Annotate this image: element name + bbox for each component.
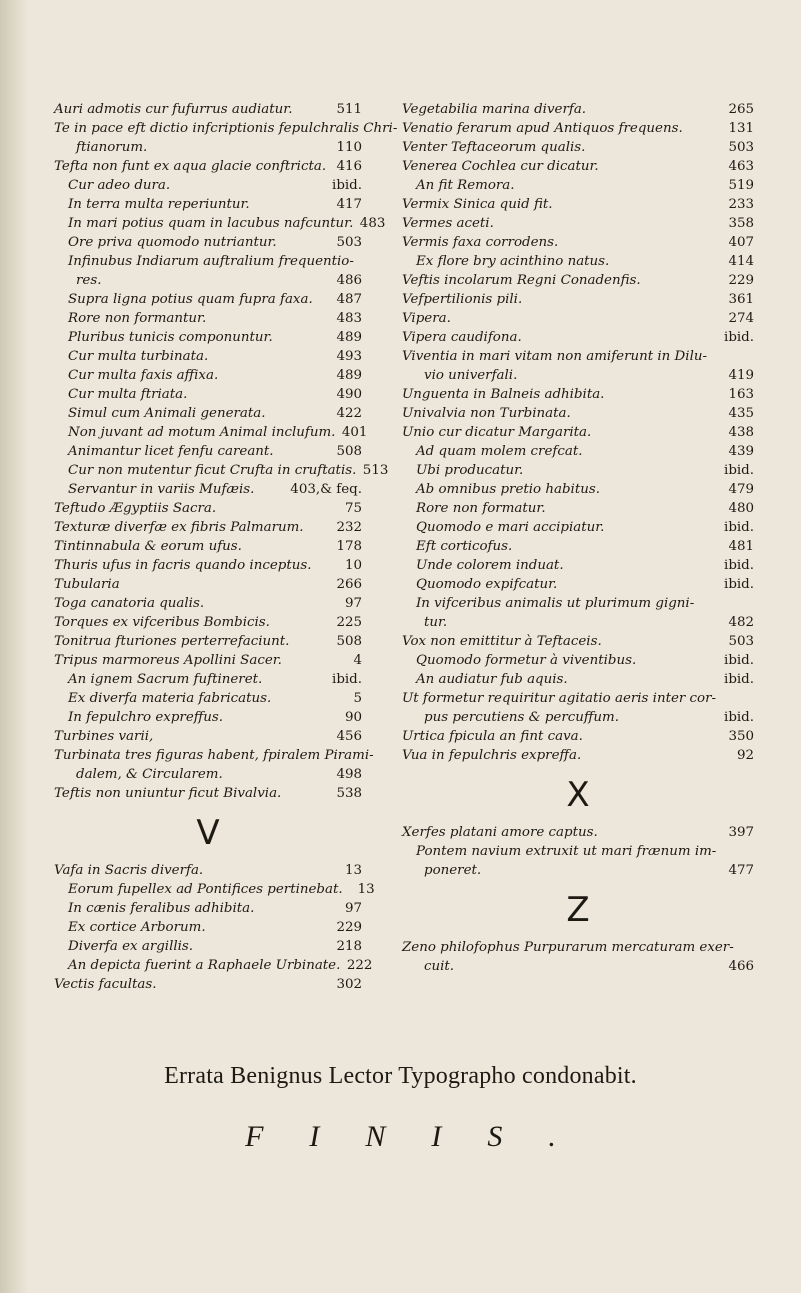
entry-text: dalem, & Circularem. [76, 767, 223, 782]
entry-text: Teftudo Ægyptiis Sacra. [54, 501, 217, 516]
index-entry [54, 575, 362, 594]
index-entry [402, 727, 754, 746]
entry-page: 265 [728, 102, 754, 117]
entry-text: Vectis facultas. [54, 977, 157, 992]
index-entry [402, 366, 754, 385]
index-entry [54, 100, 362, 119]
index-entry [54, 195, 362, 214]
section-letter-z: Z [566, 890, 590, 930]
index-entry [54, 727, 362, 746]
index-entry [402, 537, 754, 556]
index-entry [54, 594, 362, 613]
entry-page: 489 [336, 368, 362, 383]
index-entry [54, 880, 375, 899]
finis-text: FINIS. [245, 1120, 602, 1153]
entry-page: 503 [728, 140, 754, 155]
index-entry [54, 537, 362, 556]
entry-text: Ex flore bry acinthino natus. [416, 254, 610, 269]
entry-text: Quomodo expifcatur. [416, 577, 558, 592]
entry-page: 435 [728, 406, 754, 421]
index-entry [402, 938, 754, 957]
index-entry [402, 100, 754, 119]
index-entry [54, 956, 373, 975]
index-entry [402, 613, 754, 632]
entry-text: In mari potius quam in lacubus nafcuntur. [68, 216, 354, 231]
index-entry [54, 366, 362, 385]
index-entry [402, 575, 754, 594]
entry-page: 486 [336, 273, 362, 288]
index-entry [54, 613, 362, 632]
entry-page: 225 [336, 615, 362, 630]
index-entry [402, 138, 754, 157]
index-entry [54, 214, 386, 233]
index-entry [402, 347, 754, 366]
index-entry [402, 214, 754, 233]
index-entry [402, 842, 754, 861]
entry-text: Cur non mutentur ficut Crufta in cruftatis. [68, 463, 357, 478]
index-entry [402, 670, 754, 689]
entry-text: Vermis faxa corrodens. [402, 235, 559, 250]
section-letter-x: X [566, 775, 590, 815]
index-entry [54, 176, 362, 195]
index-entry [54, 556, 362, 575]
index-entry [54, 119, 398, 138]
entry-text: Ubi producatur. [416, 463, 524, 478]
index-entry [402, 423, 754, 442]
index-entry [402, 632, 754, 651]
index-entry [402, 404, 754, 423]
entry-page: 538 [336, 786, 362, 801]
entry-page: 4 [353, 653, 362, 668]
entry-page: 358 [728, 216, 754, 231]
entry-text: Auri admotis cur fufurrus audiatur. [54, 102, 293, 117]
entry-page: 178 [336, 539, 362, 554]
entry-text: Unde colorem induat. [416, 558, 564, 573]
section-letter-v: V [196, 813, 220, 853]
index-entry [402, 442, 754, 461]
entry-text: An audiatur fub aquis. [416, 672, 568, 687]
entry-text: Cur multa turbinata. [68, 349, 209, 364]
index-entry [54, 309, 362, 328]
entry-text: Non juvant ad motum Animal inclufum. [68, 425, 336, 440]
index-entry [402, 556, 754, 575]
index-entry [54, 708, 362, 727]
left-entries [54, 100, 398, 803]
entry-text: Univalvia non Turbinata. [402, 406, 571, 421]
index-entry [402, 518, 754, 537]
entry-text: Vox non emittitur à Teftaceis. [402, 634, 602, 649]
entry-text: Vermes aceti. [402, 216, 494, 231]
section-z-entries [402, 938, 754, 976]
entry-page: 414 [728, 254, 754, 269]
index-entry [402, 746, 754, 765]
entry-text: Quomodo e mari accipiatur. [416, 520, 605, 535]
entry-page: 229 [336, 920, 362, 935]
entry-text: Te in pace eft dictio infcriptionis fepulchralis Chri- [54, 121, 398, 136]
index-entry [54, 461, 389, 480]
entry-text: Pluribus tunicis componuntur. [68, 330, 273, 345]
index-entry [402, 309, 754, 328]
entry-page: 508 [336, 444, 362, 459]
index-entry [402, 499, 754, 518]
entry-page: 110 [336, 140, 362, 155]
entry-text: Venerea Cochlea cur dicatur. [402, 159, 599, 174]
entry-text: Tripus marmoreus Apollini Sacer. [54, 653, 282, 668]
entry-text: An fit Remora. [416, 178, 515, 193]
entry-page: 10 [344, 558, 362, 573]
entry-text: An depicta fuerint a Raphaele Urbinate. [68, 958, 341, 973]
right-column [402, 100, 754, 976]
entry-text: Vipera caudifona. [402, 330, 522, 345]
entry-text: Urtica fpicula an fint cava. [402, 729, 583, 744]
entry-page: 481 [728, 539, 754, 554]
entry-text: Rore non formatur. [416, 501, 546, 516]
entry-text: Rore non formantur. [68, 311, 207, 326]
entry-text: Vipera. [402, 311, 451, 326]
left-column [54, 100, 398, 994]
entry-text: Animantur licet fenfu careant. [68, 444, 274, 459]
entry-page: 266 [336, 577, 362, 592]
index-entry [402, 157, 754, 176]
index-entry [54, 765, 362, 784]
index-entry [54, 157, 362, 176]
entry-text: cuit. [424, 959, 455, 974]
entry-page: 456 [336, 729, 362, 744]
entry-text: Pontem navium extruxit ut mari frænum im- [416, 844, 717, 859]
index-entry [402, 385, 754, 404]
entry-page: 477 [728, 863, 754, 878]
entry-text: Unguenta in Balneis adhibita. [402, 387, 605, 402]
entry-text: In vifceribus animalis ut plurimum gigni- [416, 596, 695, 611]
entry-text: An ignem Sacrum fuftineret. [68, 672, 263, 687]
entry-page: 419 [728, 368, 754, 383]
entry-page: 5 [353, 691, 362, 706]
entry-page: 519 [728, 178, 754, 193]
index-entry [54, 518, 362, 537]
entry-text: Thuris ufus in facris quando inceptus. [54, 558, 312, 573]
entry-page: 232 [336, 520, 362, 535]
index-entry [54, 670, 362, 689]
index-entry [54, 632, 362, 651]
entry-text: Ut formetur requiritur agitatio aeris inter cor- [402, 691, 717, 706]
entry-text: Veftis incolarum Regni Conadenfis. [402, 273, 641, 288]
entry-page: 487 [336, 292, 362, 307]
entry-text: Ex diverfa materia fabricatus. [68, 691, 272, 706]
entry-text: Quomodo formetur à viventibus. [416, 653, 637, 668]
index-entry [54, 784, 362, 803]
entry-page: 422 [336, 406, 362, 421]
index-entry [402, 252, 754, 271]
entry-text: Cur multa faxis affixa. [68, 368, 219, 383]
entry-text: Ab omnibus pretio habitus. [416, 482, 600, 497]
entry-text: Turbinata tres figuras habent, fpiralem Pirami- [54, 748, 374, 763]
entry-text: Supra ligna potius quam fupra faxa. [68, 292, 313, 307]
entry-page: 438 [728, 425, 754, 440]
entry-text: Eorum fupellex ad Pontifices pertinebat. [68, 882, 343, 897]
index-entry [54, 899, 362, 918]
section-v-entries [54, 861, 375, 994]
right-entries [402, 100, 754, 765]
entry-page: 498 [336, 767, 362, 782]
entry-text: Ex cortice Arborum. [68, 920, 206, 935]
entry-text: tur. [424, 615, 448, 630]
index-entry [402, 708, 754, 727]
index-entry [54, 499, 362, 518]
entry-page: 479 [728, 482, 754, 497]
entry-page: 13 [357, 882, 375, 897]
entry-page: ibid. [332, 178, 362, 193]
entry-page: 482 [728, 615, 754, 630]
entry-page: 401 [341, 425, 368, 440]
entry-page: 397 [728, 825, 754, 840]
entry-page: 361 [728, 292, 754, 307]
index-entry [54, 746, 374, 765]
index-entry [54, 651, 362, 670]
entry-page: 503 [336, 235, 362, 250]
index-entry [54, 937, 362, 956]
index-entry [54, 689, 362, 708]
index-entry [54, 138, 362, 157]
entry-text: Eft corticofus. [416, 539, 513, 554]
entry-text: Venatio ferarum apud Antiquos frequens. [402, 121, 683, 136]
entry-text: Unio cur dicatur Margarita. [402, 425, 592, 440]
entry-page: 403,& feq. [290, 482, 362, 497]
entry-page: 131 [728, 121, 754, 136]
entry-page: 407 [728, 235, 754, 250]
entry-page: 463 [728, 159, 754, 174]
index-entry [402, 861, 754, 880]
entry-text: res. [76, 273, 102, 288]
index-entry [402, 176, 754, 195]
entry-text: Vefpertilionis pili. [402, 292, 523, 307]
entry-text: In cænis feralibus adhibita. [68, 901, 255, 916]
entry-text: Teftis non uniuntur ficut Bivalvia. [54, 786, 282, 801]
entry-text: poneret. [424, 863, 482, 878]
entry-page: 163 [728, 387, 754, 402]
entry-page: ibid. [724, 710, 754, 725]
index-entry [54, 975, 362, 994]
entry-page: ibid. [724, 520, 754, 535]
index-entry [402, 461, 754, 480]
entry-text: Diverfa ex argillis. [68, 939, 194, 954]
entry-page: 489 [336, 330, 362, 345]
index-entry [54, 252, 362, 271]
index-entry [402, 328, 754, 347]
entry-text: Xerfes platani amore captus. [402, 825, 598, 840]
entry-page: ibid. [724, 558, 754, 573]
index-entry [54, 271, 362, 290]
entry-text: Ad quam molem crefcat. [416, 444, 583, 459]
section-x-entries [402, 823, 754, 880]
entry-page: 92 [736, 748, 754, 763]
entry-page: 508 [336, 634, 362, 649]
index-entry [402, 195, 754, 214]
entry-text: Cur adeo dura. [68, 178, 171, 193]
entry-text: vio univerfali. [424, 368, 518, 383]
entry-page: 90 [344, 710, 362, 725]
entry-page: 274 [728, 311, 754, 326]
entry-text: Tubularia [54, 577, 120, 592]
entry-page: ibid. [724, 653, 754, 668]
binding-shadow [0, 0, 28, 1293]
entry-page: 503 [728, 634, 754, 649]
entry-page: 483 [359, 216, 386, 231]
entry-page: 417 [336, 197, 362, 212]
entry-text: Servantur in variis Mufæis. [68, 482, 255, 497]
index-entry [402, 233, 754, 252]
entry-text: Tefta non funt ex aqua glacie conftricta. [54, 159, 327, 174]
entry-text: In fepulchro expreffus. [68, 710, 223, 725]
entry-page: 513 [362, 463, 389, 478]
entry-page: 350 [728, 729, 754, 744]
entry-page: 222 [346, 958, 373, 973]
entry-page: 416 [336, 159, 362, 174]
entry-page: ibid. [724, 463, 754, 478]
entry-text: Toga canatoria qualis. [54, 596, 205, 611]
entry-page: 483 [336, 311, 362, 326]
index-entry [402, 594, 754, 613]
entry-page: 97 [344, 901, 362, 916]
index-entry [402, 651, 754, 670]
entry-page: 480 [728, 501, 754, 516]
entry-page: 233 [728, 197, 754, 212]
index-entry [54, 480, 362, 499]
index-entry [402, 957, 754, 976]
index-entry [54, 918, 362, 937]
entry-page: 302 [336, 977, 362, 992]
entry-text: Vua in fepulchris expreffa. [402, 748, 582, 763]
entry-page: 97 [344, 596, 362, 611]
index-entry [402, 290, 754, 309]
entry-page: 511 [336, 102, 362, 117]
entry-page: ibid. [724, 577, 754, 592]
entry-text: Viventia in mari vitam non amiferunt in Dilu- [402, 349, 707, 364]
entry-page: 75 [344, 501, 362, 516]
index-entry [54, 442, 362, 461]
entry-page: 439 [728, 444, 754, 459]
entry-page: 490 [336, 387, 362, 402]
entry-page: ibid. [724, 330, 754, 345]
index-entry [54, 423, 368, 442]
entry-text: ftianorum. [76, 140, 148, 155]
entry-page: 493 [336, 349, 362, 364]
entry-text: Tintinnabula & eorum ufus. [54, 539, 242, 554]
entry-text: Ore priva quomodo nutriantur. [68, 235, 277, 250]
entry-text: Vermix Sinica quid fit. [402, 197, 553, 212]
entry-text: Vegetabilia marina diverfa. [402, 102, 587, 117]
index-entry [54, 404, 362, 423]
entry-text: Turbines varii, [54, 729, 154, 744]
index-entry [54, 861, 362, 880]
entry-page: 218 [336, 939, 362, 954]
index-entry [402, 271, 754, 290]
index-entry [402, 119, 754, 138]
entry-page: 13 [344, 863, 362, 878]
entry-text: Simul cum Animali generata. [68, 406, 266, 421]
errata-note: Errata Benignus Lector Typographo condonabit. [164, 1063, 637, 1089]
index-entry [54, 328, 362, 347]
entry-text: Texturæ diverfæ ex fibris Palmarum. [54, 520, 304, 535]
entry-text: Venter Teftaceorum qualis. [402, 140, 586, 155]
entry-text: Tonitrua fturiones perterrefaciunt. [54, 634, 290, 649]
entry-text: Zeno philofophus Purpurarum mercaturam exer- [402, 940, 734, 955]
entry-page: 229 [728, 273, 754, 288]
entry-text: Torques ex vifceribus Bombicis. [54, 615, 270, 630]
entry-page: 466 [728, 959, 754, 974]
entry-text: Cur multa ftriata. [68, 387, 188, 402]
index-entry [54, 290, 362, 309]
index-entry [54, 233, 362, 252]
index-entry [54, 347, 362, 366]
index-entry [402, 689, 754, 708]
entry-text: Vafa in Sacris diverfa. [54, 863, 204, 878]
index-entry [402, 480, 754, 499]
entry-page: ibid. [724, 672, 754, 687]
index-entry [402, 823, 754, 842]
entry-text: pus percutiens & percuffum. [424, 710, 619, 725]
index-entry [54, 385, 362, 404]
entry-page: ibid. [332, 672, 362, 687]
entry-text: Infinubus Indiarum auftralium frequentio- [68, 254, 354, 269]
entry-text: In terra multa reperiuntur. [68, 197, 250, 212]
